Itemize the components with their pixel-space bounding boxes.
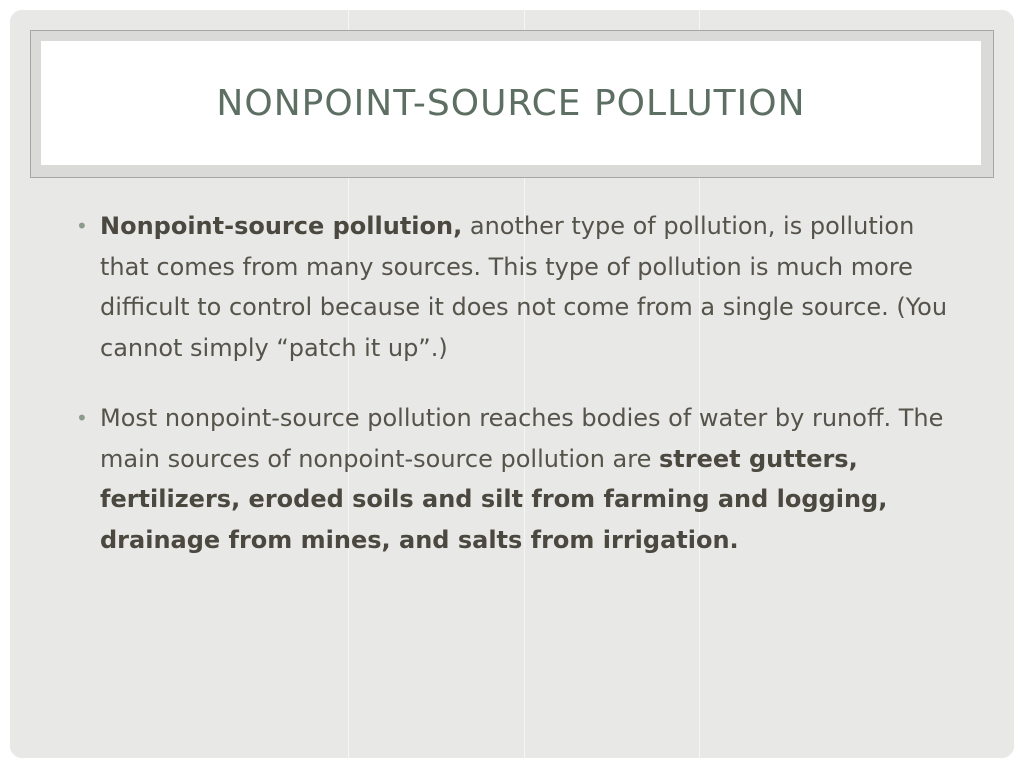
bullet-item-1 [70, 206, 970, 368]
bullet-2-bold-tail: street gutters, fertilizers, eroded soils and silt from farming and logging, drainage from mines, and salts from irrigation. [100, 444, 888, 554]
title-frame [30, 30, 994, 178]
bullet-1-bold-lead: Nonpoint-source pollution, [100, 212, 463, 240]
bullet-dot-icon: • [76, 214, 88, 238]
slide-title: NONPOINT-SOURCE POLLUTION [216, 82, 806, 124]
title-box [41, 41, 981, 165]
bullet-1-text: another type of pollution, is pollution that comes from many sources. This type of pollution is much more difficult to control because it does not come from a single source. (You cannot simply “patch it up”.) [100, 212, 948, 362]
slide-content [70, 206, 970, 560]
slide [10, 10, 1014, 758]
bullet-item-2 [70, 398, 970, 560]
bullet-2-text: Most nonpoint-source pollution reaches bodies of water by runoff. The main sources of nonpoint-source pollution are [100, 404, 944, 473]
bullet-dot-icon: • [76, 406, 88, 430]
